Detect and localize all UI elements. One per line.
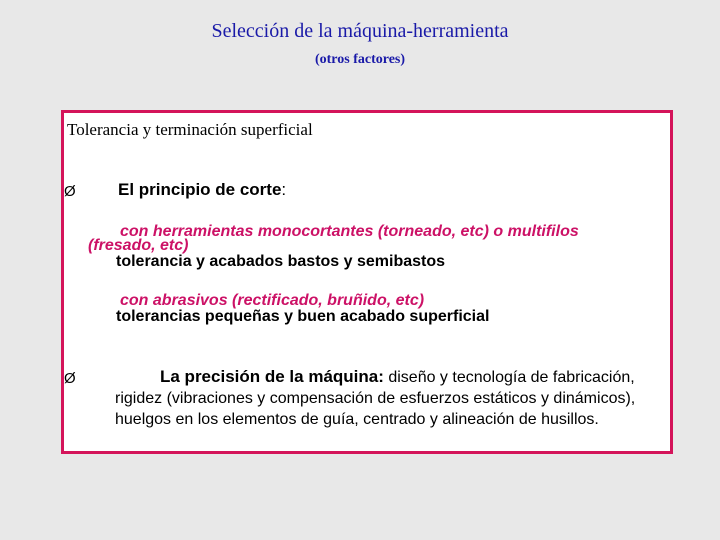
section-heading: Tolerancia y terminación superficial <box>67 120 313 139</box>
machine-precision-label: La precisión de la máquina: <box>160 367 384 386</box>
abrasives-text: con abrasivos (rectificado, bruñido, etc) <box>120 292 425 309</box>
content-panel <box>61 110 673 454</box>
item-cutting-principle <box>118 180 286 200</box>
milling-text: (fresado, etc) <box>88 237 189 254</box>
rough-finish-text: tolerancia y acabados bastos y semibastos <box>116 253 446 270</box>
machine-precision-text: diseño y tecnología de fabricación, rigidez (vibraciones y compensación de esfuerzos estáticos y dinámicos), huelgos en los elementos de guía, centrado y alineación de husillos. <box>115 369 636 428</box>
item-cutting-principle-colon: : <box>281 180 287 199</box>
slide-subtitle: (otros factores) <box>314 52 406 67</box>
bullet-arrow-icon: Ø <box>64 183 76 200</box>
slide-title: Selección de la máquina-herramienta <box>211 20 509 42</box>
fine-finish-text: tolerancias pequeñas y buen acabado superficial <box>116 308 490 325</box>
item-cutting-principle-label: El principio de corte <box>118 180 282 199</box>
machine-precision-paragraph <box>115 366 663 430</box>
bullet-arrow-icon: Ø <box>64 370 76 387</box>
single-point-tools-text: con herramientas monocortantes (torneado, etc) o multifilos <box>120 223 579 240</box>
